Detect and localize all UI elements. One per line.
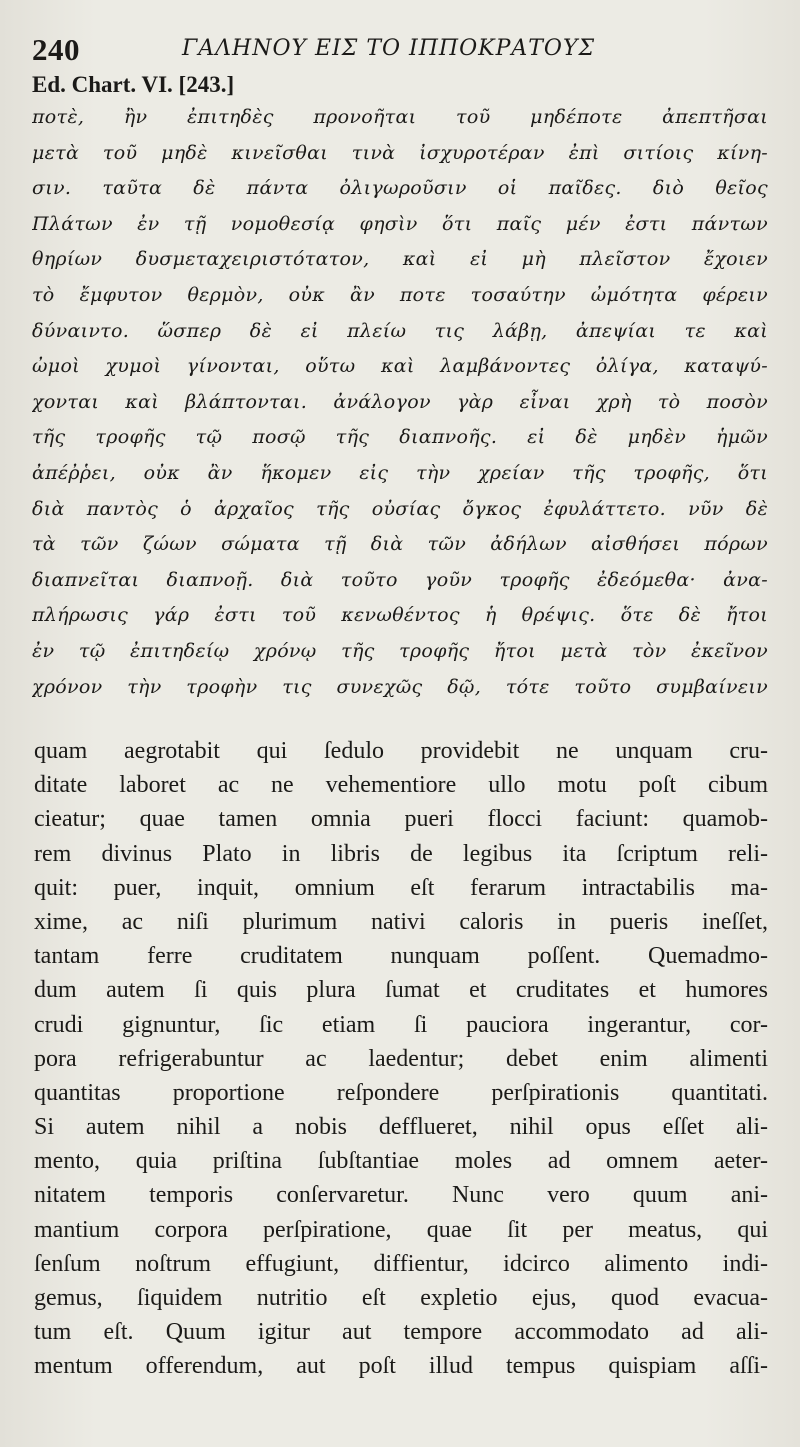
greek-line: πλήρωσις γάρ ἐστι τοῦ κενωθέντος ἡ θρέψις. ὅτε δὲ ἤτοι bbox=[32, 604, 768, 627]
latin-line: quantitas proportione reſpondere perſpirationis quantitati. bbox=[34, 1079, 768, 1106]
greek-line: ἐν τῷ ἐπιτηδείῳ χρόνῳ τῆς τροφῆς ἤτοι μετὰ τὸν ἐκεῖνον bbox=[32, 639, 768, 662]
latin-text-block bbox=[34, 734, 768, 1384]
greek-line: χονται καὶ βλάπτονται. ἀνάλογον γὰρ εἶναι χρὴ τὸ ποσὸν bbox=[32, 390, 768, 413]
greek-line: μετὰ τοῦ μηδὲ κινεῖσθαι τινὰ ἰσχυροτέραν ἐπὶ σιτίοις κίνη- bbox=[32, 141, 768, 164]
latin-line: tum eſt. Quum igitur aut tempore accommodato ad ali- bbox=[34, 1319, 768, 1346]
latin-line: rem divinus Plato in libris de legibus ita ſcriptum reli- bbox=[34, 840, 768, 867]
latin-line: crudi gignuntur, ſic etiam ſi pauciora ingerantur, cor- bbox=[34, 1011, 768, 1038]
greek-line: σιν. ταῦτα δὲ πάντα ὀλιγωροῦσιν οἱ παῖδες. διὸ θεῖος bbox=[32, 177, 768, 200]
greek-line: χρόνον τὴν τροφὴν τις συνεχῶς δῷ, τότε τοῦτο συμβαίνειν bbox=[32, 675, 768, 698]
edition-reference: Ed. Chart. VI. [243.] bbox=[32, 72, 235, 97]
latin-line: ditate laboret ac ne vehementiore ullo motu poſt cibum bbox=[34, 772, 768, 799]
latin-line: xime, ac niſi plurimum nativi caloris in pueris ineſſet, bbox=[34, 908, 768, 935]
running-title: ΓΑΛΗΝΟΥ ΕΙΣ ΤΟ ΙΠΠΟΚΡΑΤΟΥΣ bbox=[182, 36, 596, 61]
latin-line: Si autem nihil a nobis defflueret, nihil opus eſſet ali- bbox=[34, 1114, 768, 1141]
latin-line: dum autem ſi quis plura ſumat et cruditates et humores bbox=[34, 977, 768, 1004]
latin-line: cieatur; quae tamen omnia pueri flocci faciunt: quamob- bbox=[34, 806, 768, 833]
latin-line: gemus, ſiquidem nutritio eſt expletio ejus, quod evacua- bbox=[34, 1285, 768, 1311]
greek-line: τῆς τροφῆς τῷ ποσῷ τῆς διαπνοῆς. εἰ δὲ μηδὲν ἡμῶν bbox=[32, 426, 768, 449]
greek-line: δύναιντο. ὥσπερ δὲ εἰ πλείω τις λάβῃ, ἀπεψίαι τε καὶ bbox=[32, 319, 768, 342]
latin-line: tantam ferre cruditatem nunquam poſſent. Quemadmo- bbox=[34, 943, 768, 970]
latin-line: quam aegrotabit qui ſedulo providebit ne unquam cru- bbox=[34, 738, 768, 764]
greek-line: διαπνεῖται διαπνοῇ. διὰ τοῦτο γοῦν τροφῆς ἐδεόμεθα· ἀνα- bbox=[32, 568, 768, 591]
greek-line: ἀπέῤῥει, οὐκ ἂν ἥκομεν εἰς τὴν χρείαν τῆς τροφῆς, ὅτι bbox=[32, 461, 768, 484]
latin-line: nitatem temporis conſervaretur. Nunc vero quum ani- bbox=[34, 1182, 768, 1209]
greek-line: ὠμοὶ χυμοὶ γίνονται, οὕτω καὶ λαμβάνοντες ὀλίγα, καταψύ- bbox=[32, 355, 768, 378]
page-number: 240 bbox=[32, 32, 80, 67]
latin-line: pora refrigerabuntur ac laedentur; debet enim alimenti bbox=[34, 1045, 768, 1072]
latin-line: mentum offerendum, aut poſt illud tempus quispiam aſſi- bbox=[34, 1353, 768, 1380]
latin-line: ſenſum noſtrum effugiunt, diffientur, idcirco alimento indi- bbox=[34, 1250, 768, 1277]
latin-line: mento, quia priſtina ſubſtantiae moles ad omnem aeter- bbox=[34, 1148, 768, 1175]
greek-line: ποτὲ, ἢν ἐπιτηδὲς προνοῆται τοῦ μηδέποτε ἀπεπτῆσαι bbox=[32, 106, 768, 128]
greek-line: Πλάτων ἐν τῇ νομοθεσίᾳ φησὶν ὅτι παῖς μέν ἐστι πάντων bbox=[32, 212, 768, 235]
page-header bbox=[32, 30, 772, 70]
latin-line: mantium corpora perſpiratione, quae ſit per meatus, qui bbox=[34, 1216, 768, 1243]
latin-line: quit: puer, inquit, omnium eſt ferarum intractabilis ma- bbox=[34, 874, 768, 901]
greek-line: τὸ ἔμφυτον θερμὸν, οὐκ ἂν ποτε τοσαύτην ὠμότητα φέρειν bbox=[32, 283, 768, 306]
greek-text-block bbox=[32, 100, 768, 705]
greek-line: θηρίων δυσμεταχειριστότατον, καὶ εἰ μὴ πλεῖστον ἔχοιεν bbox=[32, 248, 768, 271]
greek-line: διὰ παντὸς ὁ ἀρχαῖος τῆς οὐσίας ὄγκος ἐφυλάττετο. νῦν δὲ bbox=[32, 497, 768, 520]
greek-line: τὰ τῶν ζώων σώματα τῇ διὰ τῶν ἀδήλων αἰσθήσει πόρων bbox=[32, 533, 768, 556]
